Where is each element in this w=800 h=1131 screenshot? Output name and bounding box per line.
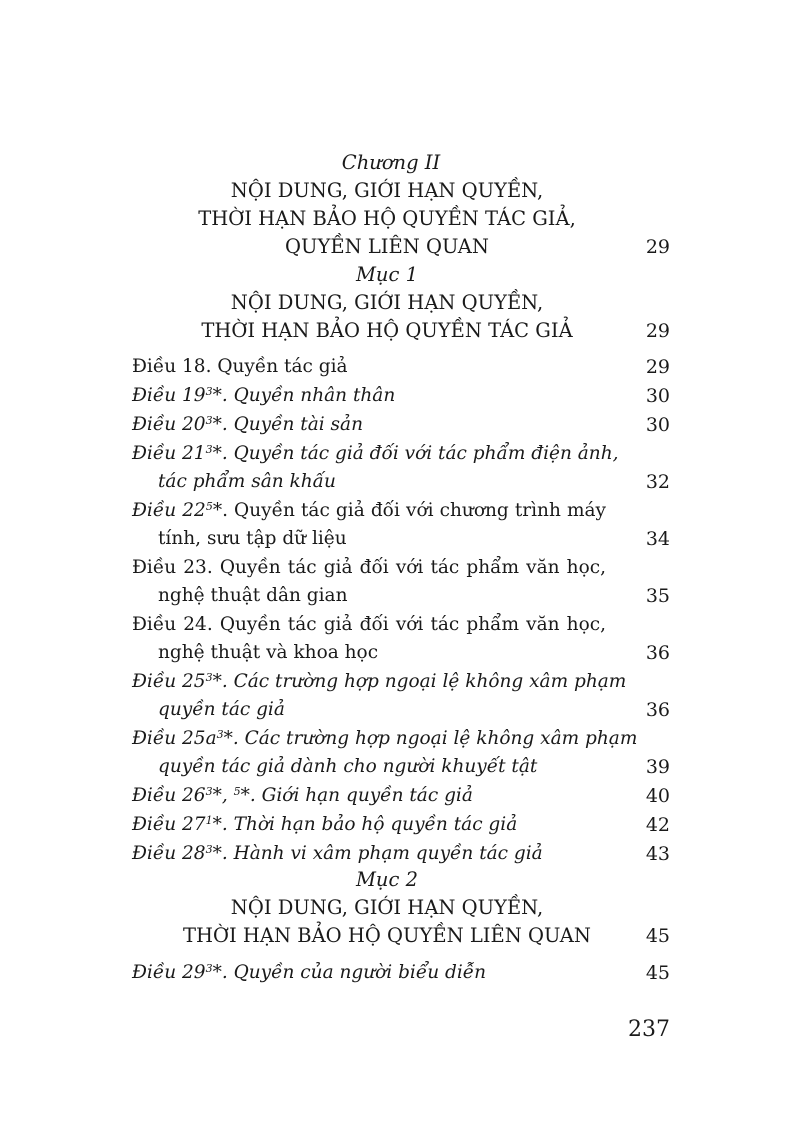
toc-entry-page: 43 xyxy=(645,843,670,865)
toc-entry-page: 35 xyxy=(645,585,670,607)
toc-entry-page: 30 xyxy=(645,385,670,407)
toc-entry-dieu-21-continuation[interactable]: tác phẩm sân khấu xyxy=(158,471,336,492)
toc-entry-dieu-24[interactable]: Điều 24. Quyền tác giả đối với tác phẩm văn học, xyxy=(132,614,606,635)
chapter-page-number: 29 xyxy=(645,236,670,258)
chapter-title-line-2: THỜI HẠN BẢO HỘ QUYỀN TÁC GIẢ, xyxy=(198,207,576,230)
chapter-title-line-3: QUYỀN LIÊN QUAN xyxy=(285,235,489,258)
toc-entry-page: 42 xyxy=(645,814,670,836)
toc-entry-dieu-19[interactable]: Điều $19^3*$. Quyền nhân thân xyxy=(132,385,396,406)
toc-entry-dieu-23-continuation[interactable]: nghệ thuật dân gian xyxy=(158,585,348,606)
toc-entry-dieu-24-continuation[interactable]: nghệ thuật và khoa học xyxy=(158,642,379,663)
toc-entry-page: 36 xyxy=(645,699,670,721)
section-2-title-line-1: NỘI DUNG, GIỚI HẠN QUYỀN, xyxy=(230,896,544,919)
toc-entry-dieu-25a[interactable]: Điều $25a^3*$. Các trường hợp ngoại lệ không xâm phạm xyxy=(132,728,638,749)
toc-entry-dieu-28[interactable]: Điều $28^3*$. Hành vi xâm phạm quyền tác giả xyxy=(132,843,543,864)
section-1-page-number: 29 xyxy=(645,320,670,342)
chapter-label: Chương II xyxy=(341,151,441,174)
toc-entry-dieu-29[interactable]: Điều $29^3*$. Quyền của người biểu diễn xyxy=(132,962,487,983)
toc-entry-page: 30 xyxy=(645,414,670,436)
page-folio-number: 237 xyxy=(628,1017,670,1042)
toc-entry-dieu-26[interactable]: Điều $26^3*$, $^5$*. Giới hạn quyền tác giả xyxy=(132,785,473,806)
toc-entry-page: 34 xyxy=(645,528,670,550)
toc-entry-dieu-23[interactable]: Điều 23. Quyền tác giả đối với tác phẩm văn học, xyxy=(132,557,606,578)
toc-entry-page: 36 xyxy=(645,642,670,664)
toc-entry-dieu-21[interactable]: Điều $21^3*$. Quyền tác giả đối với tác phẩm điện ảnh, xyxy=(132,443,619,464)
section-2-label: Mục 2 xyxy=(355,868,419,891)
section-1-label: Mục 1 xyxy=(355,263,419,286)
toc-entry-dieu-18[interactable]: Điều 18. Quyền tác giả xyxy=(132,356,348,377)
toc-entry-dieu-25-continuation[interactable]: quyền tác giả xyxy=(158,699,285,720)
section-2-page-number: 45 xyxy=(645,925,670,947)
toc-entry-page: 29 xyxy=(645,356,670,378)
toc-entry-page: 40 xyxy=(645,785,670,807)
toc-entry-dieu-20[interactable]: Điều $20^3*$. Quyền tài sản xyxy=(132,414,363,435)
toc-entry-dieu-25a-continuation[interactable]: quyền tác giả dành cho người khuyết tật xyxy=(158,756,538,777)
toc-entry-page: 39 xyxy=(645,756,670,778)
toc-entry-page: 45 xyxy=(645,962,670,984)
toc-entry-dieu-22[interactable]: Điều $22^5*$. Quyền tác giả đối với chương trình máy xyxy=(132,500,606,521)
section-2-title-line-2: THỜI HẠN BẢO HỘ QUYỀN LIÊN QUAN xyxy=(183,924,591,947)
toc-entry-dieu-25[interactable]: Điều $25^3*$. Các trường hợp ngoại lệ không xâm phạm xyxy=(132,671,627,692)
toc-entry-dieu-22-continuation[interactable]: tính, sưu tập dữ liệu xyxy=(158,528,347,549)
section-1-title-line-1: NỘI DUNG, GIỚI HẠN QUYỀN, xyxy=(230,291,544,314)
chapter-title-line-1: NỘI DUNG, GIỚI HẠN QUYỀN, xyxy=(230,179,544,202)
section-1-title-line-2: THỜI HẠN BẢO HỘ QUYỀN TÁC GIẢ xyxy=(201,319,573,342)
toc-entry-page: 32 xyxy=(645,471,670,493)
toc-entry-dieu-27[interactable]: Điều $27^1*$. Thời hạn bảo hộ quyền tác giả xyxy=(132,814,518,835)
